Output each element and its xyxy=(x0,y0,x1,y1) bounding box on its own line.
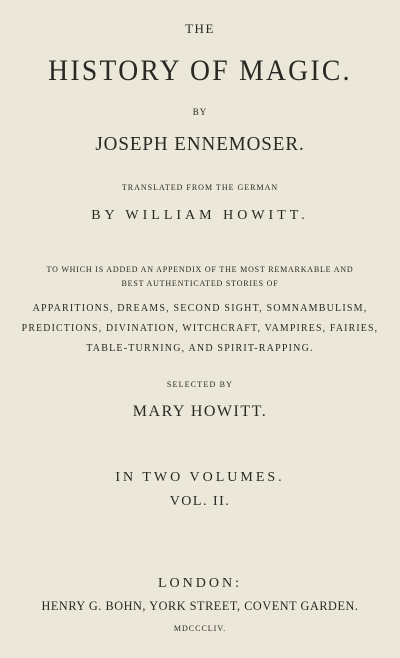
translated-from-label: TRANSLATED FROM THE GERMAN xyxy=(121,183,279,192)
appendix-line-2: BEST AUTHENTICATED STORIES OF xyxy=(121,279,279,288)
subjects-line-2: PREDICTIONS, DIVINATION, WITCHCRAFT, VAMPIRES, FAIRIES, xyxy=(21,323,379,334)
author-name: JOSEPH ENNEMOSER. xyxy=(95,133,305,155)
by-label: BY xyxy=(192,107,208,117)
volumes-note: IN TWO VOLUMES. xyxy=(115,470,285,485)
selected-by-label: SELECTED BY xyxy=(166,380,234,389)
book-title: HISTORY OF MAGIC. xyxy=(48,54,352,87)
subjects-line-1: APPARITIONS, DREAMS, SECOND SIGHT, SOMNAMBULISM, xyxy=(32,303,368,314)
publication-year: MDCCCLIV. xyxy=(173,624,227,633)
editor-name: MARY HOWITT. xyxy=(132,403,268,420)
volume-number: VOL. II. xyxy=(169,494,231,509)
publisher-imprint: HENRY G. BOHN, YORK STREET, COVENT GARDEN. xyxy=(41,598,359,613)
publication-city: LONDON: xyxy=(158,576,242,591)
appendix-line-1: TO WHICH IS ADDED AN APPENDIX OF THE MOST REMARKABLE AND xyxy=(46,265,354,274)
subjects-line-3: TABLE-TURNING, AND SPIRIT-RAPPING. xyxy=(86,343,314,354)
title-article: THE xyxy=(185,21,215,36)
translator-name: BY WILLIAM HOWITT. xyxy=(91,208,309,223)
